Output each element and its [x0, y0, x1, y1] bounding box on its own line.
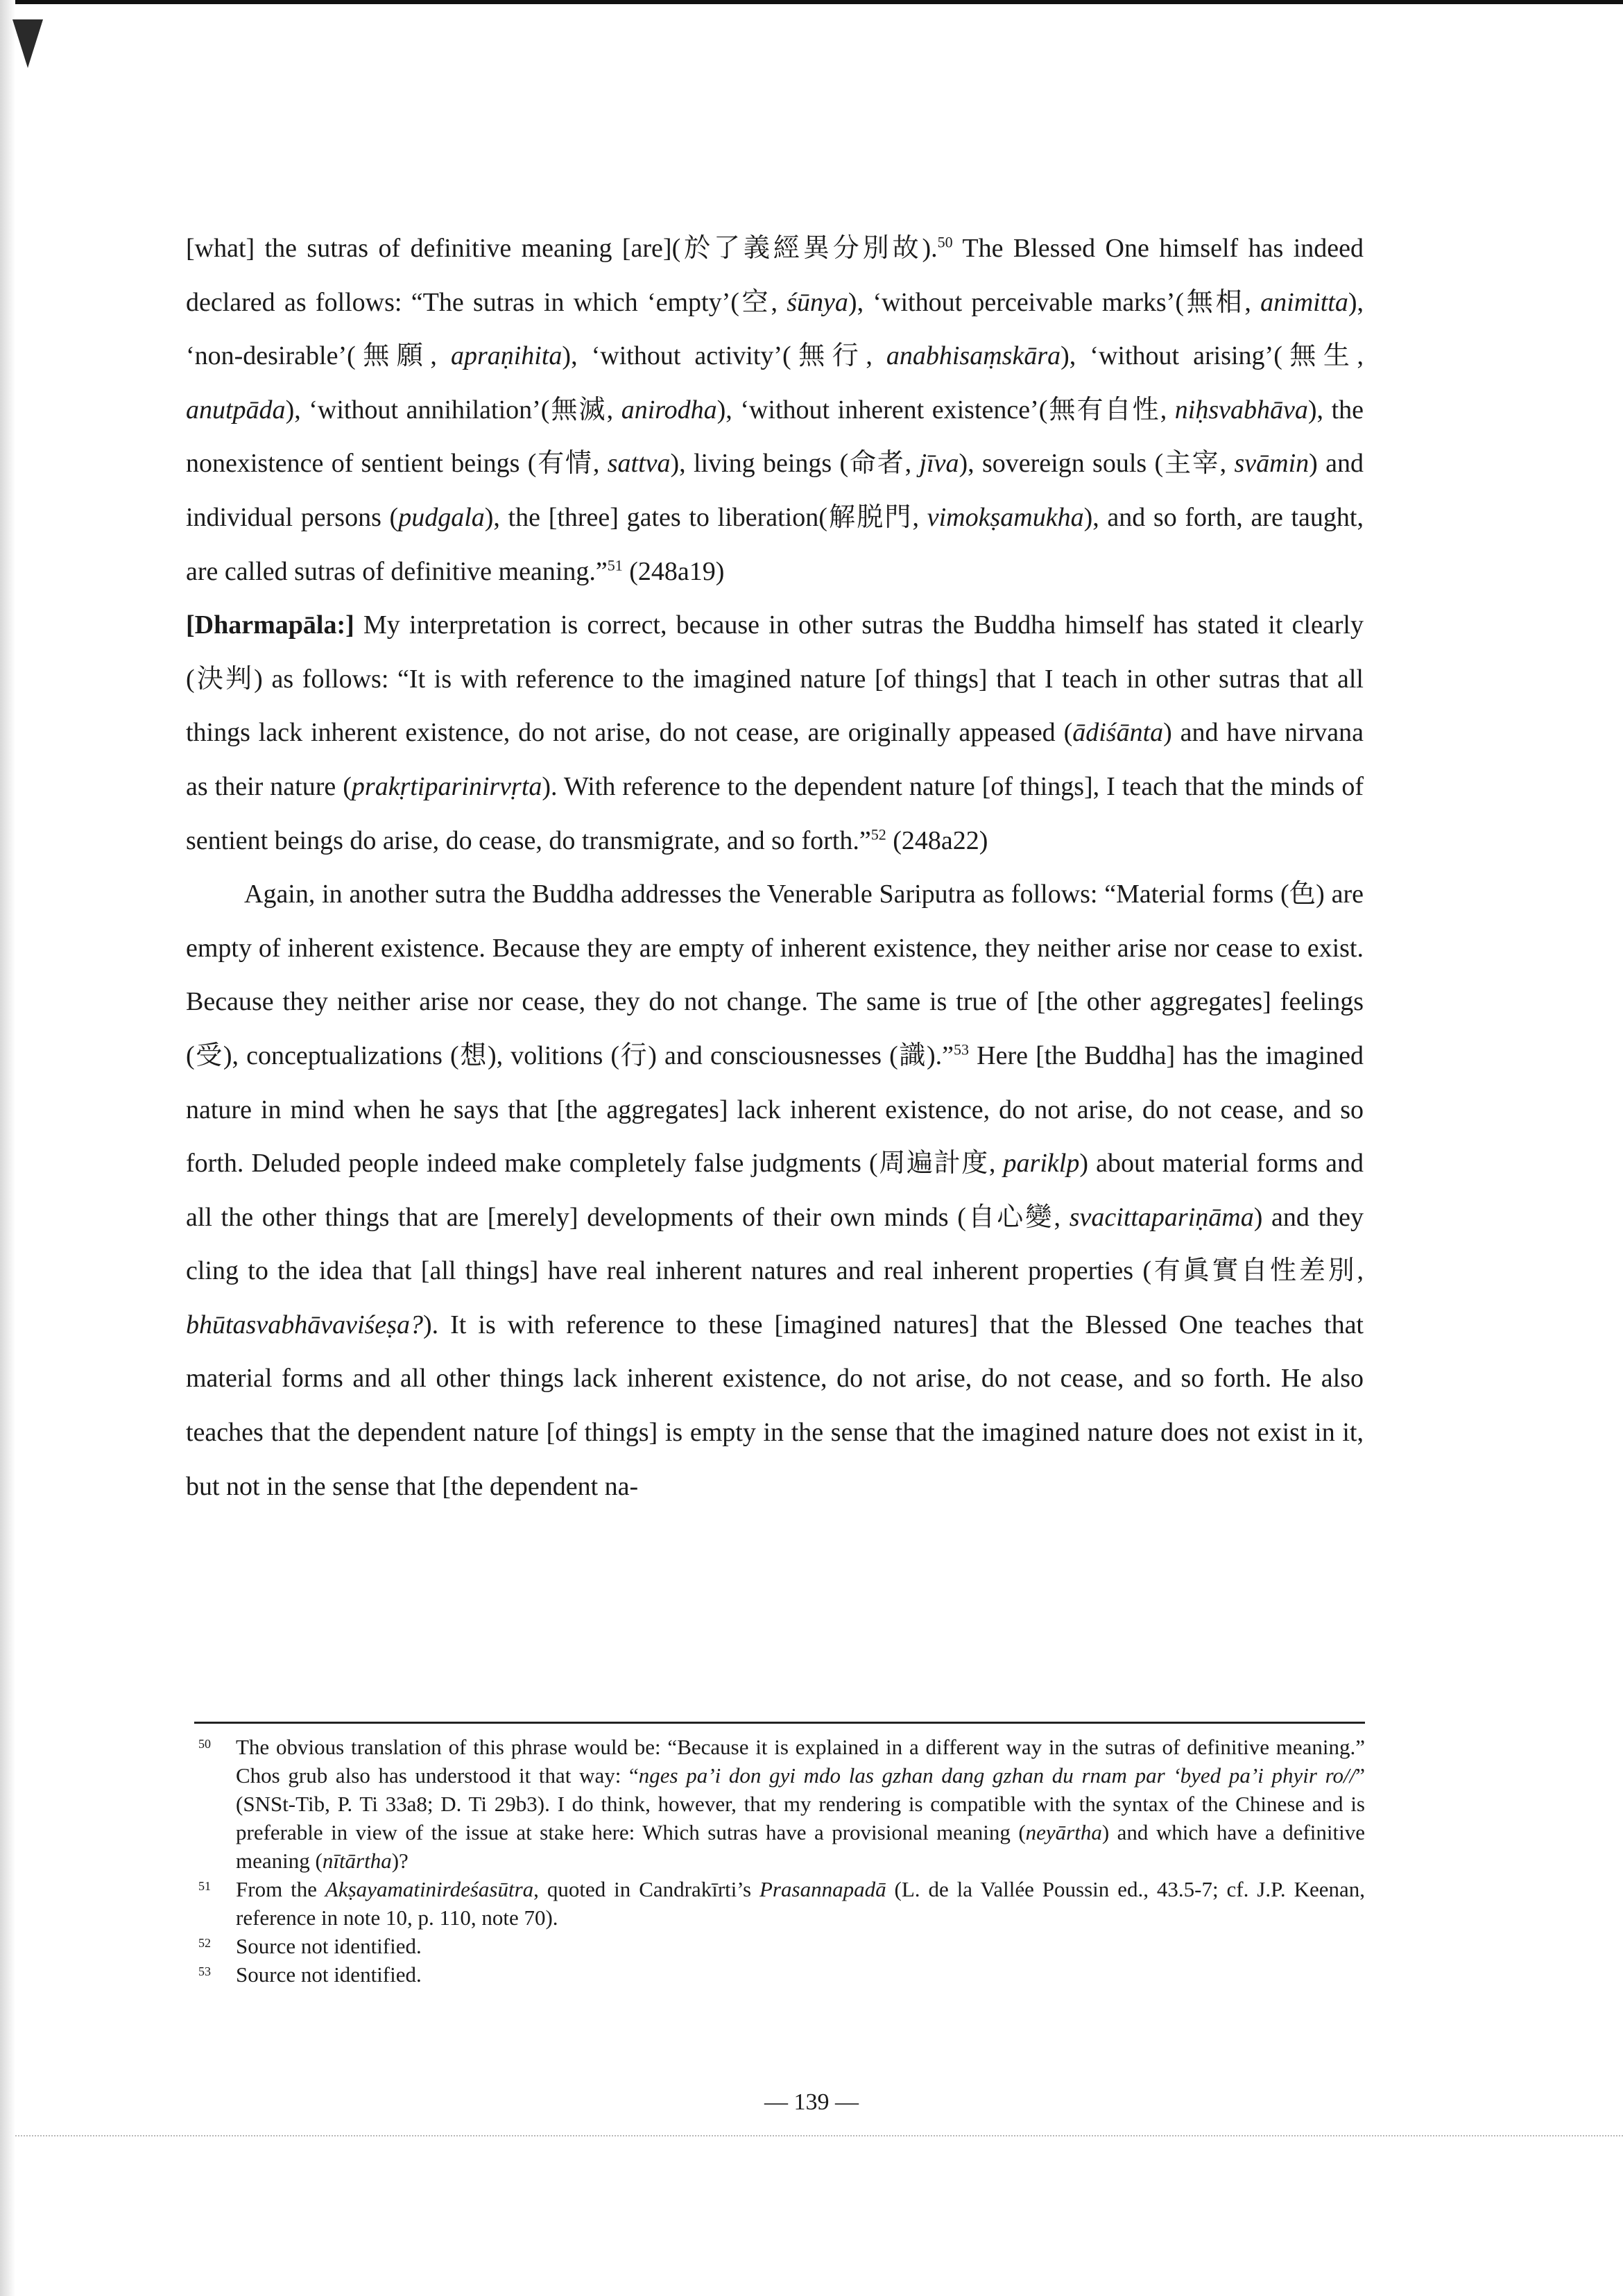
footnote-ref-52[interactable]: 52	[870, 825, 886, 843]
footnote-number: 52	[198, 1936, 211, 1950]
speaker-label: [Dharmapāla:]	[186, 610, 354, 640]
footnote-ref-53[interactable]: 53	[954, 1040, 970, 1059]
page-number: — 139 —	[764, 2089, 859, 2115]
footnote-ref-51[interactable]: 51	[607, 556, 623, 574]
footnote-number: 53	[198, 1964, 211, 1978]
footnote-number: 50	[198, 1737, 211, 1751]
top-border	[0, 0, 1623, 4]
footnotes	[194, 1733, 1365, 1989]
paragraph-1: [what] the sutras of definitive meaning [are](於了義經異分別故).$^{50}$ The Blessed One himself has indeed declared as follows: “The sutras in which ‘empty’(空, śūnya), ‘without perceivable marks’(無相, animitta), ‘non-desirable’(無願, apraṇihita), ‘without activity’(無行, anabhisaṃskāra), ‘without arising’(無生, anutpāda), ‘without annihilation’(無滅, anirodha), ‘without inherent existence’(無有自性, niḥsvabhāva), the nonexistence of sentient beings (有情, sattva), living beings (命者, jīva), sovereign souls (主宰, svāmin) and individual persons (pudgala), the [three] gates to liberation(解脱門, vimokṣamukha), and so forth, are taught, are called sutras of definitive meaning.”$^{51}$ (248a19)	[186, 233, 1364, 586]
footnote-ref-50[interactable]: 50	[937, 233, 953, 251]
paragraph-3: Again, in another sutra the Buddha addresses the Venerable Sariputra as follows: “Material forms (色) are empty of inherent existence. Because they are empty of inherent existence, they neither arise nor cease to exist. Because they neither arise nor cease, they do not change. The same is true of [the other aggregates] feelings (受), conceptualizations (想), volitions (行) and consciousnesses (識).”$^{53}$ Here [the Buddha] has the imagined nature in mind when he says that [the aggregates] lack inherent existence, do not arise, do not cease, and so forth. Deluded people indeed make completely false judgments (周遍計度, pariklp) about material forms and all the other things that are [merely] developments of their own minds (自心變, svacittapariṇāma) and they cling to the idea that [all things] have real inherent natures and real inherent properties (有眞實自性差別, bhūtasvabhāvaviśeṣa?). It is with reference to these [imagined natures] that the Blessed One teaches that material forms and all other things lack inherent existence, do not arise, do not cease, and so forth. He also teaches that the dependent nature [of things] is empty in the sense that the imagined nature does not exist in it, but not in the sense that [the dependent na-	[186, 880, 1364, 1501]
paragraph-2: [Dharmapāla:] My interpretation is correct, because in other sutras the Buddha himself has stated it clearly (決判) as follows: “It is with reference to the imagined nature [of things] that I teach in other sutras that all things lack inherent existence, do not arise, do not cease, are originally appeased (ādiśānta) and have nirvana as their nature (prakṛtiparinirvṛta). With reference to the dependent nature [of things], I teach that the minds of sentient beings do arise, do cease, do transmigrate, and so forth.”$^{52}$ (248a22)	[186, 610, 1364, 855]
footnote-51: 51 From the Akṣayamatinirdeśasūtra, quoted in Candrakīrti’s Prasannapadā (L. de la Vallée Poussin ed., 43.5-7; cf. J.P. Keenan, reference in note 10, p. 110, note 70).	[194, 1875, 1365, 1932]
footnote-divider	[194, 1722, 1365, 1724]
bottom-scan-line	[15, 2135, 1623, 2136]
main-text	[186, 222, 1364, 1514]
footnote-52: 52 Source not identified.	[194, 1932, 1365, 1960]
footnote-number: 51	[198, 1879, 211, 1893]
scan-edge	[0, 0, 15, 2296]
corner-mark	[12, 19, 43, 68]
footnote-50: 50 The obvious translation of this phrase would be: “Because it is explained in a different way in the sutras of definitive meaning.” Chos grub also has understood it that way: “nges pa’i don gyi mdo las gzhan dang gzhan du rnam par ‘byed pa’i phyir ro//” (SNSt-Tib, P. Ti 33a8; D. Ti 29b3). I do think, however, that my rendering is compatible with the syntax of the Chinese and is preferable in view of the issue at stake here: Which sutras have a provisional meaning (neyārtha) and which have a definitive meaning (nītārtha)?	[194, 1733, 1365, 1875]
footnote-53: 53 Source not identified.	[194, 1960, 1365, 1989]
